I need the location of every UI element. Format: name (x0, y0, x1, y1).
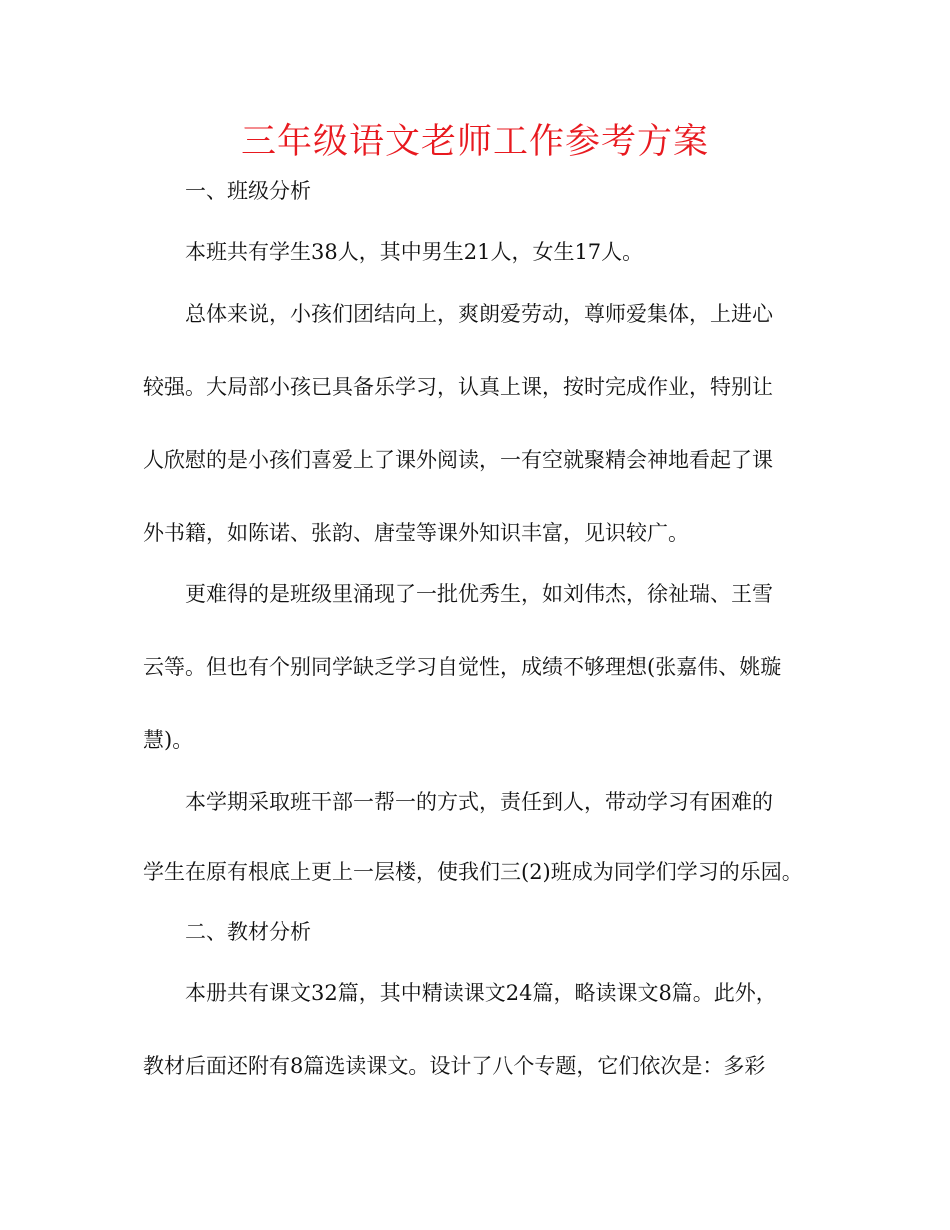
paragraph-line: 本册共有课文32篇，其中精读课文24篇，略读课文8篇。此外， (185, 981, 777, 1005)
paragraph-line: 更难得的是班级里涌现了一批优秀生，如刘伟杰，徐祉瑞、王雪 (185, 582, 773, 606)
section-heading-textbook-analysis: 二、教材分析 (185, 920, 311, 944)
paragraph-line: 教材后面还附有8篇选读课文。设计了八个专题，它们依次是：多彩 (143, 1054, 766, 1078)
paragraph-line: 本班共有学生38人，其中男生21人，女生17人。 (185, 240, 644, 264)
paragraph-line: 学生在原有根底上更上一层楼，使我们三(2)班成为同学们学习的乐园。 (143, 860, 803, 884)
section-heading-class-analysis: 一、班级分析 (185, 179, 311, 203)
paragraph-line: 较强。大局部小孩已具备乐学习，认真上课，按时完成作业，特别让 (143, 375, 773, 399)
paragraph-line: 人欣慰的是小孩们喜爱上了课外阅读，一有空就聚精会神地看起了课 (143, 448, 773, 472)
paragraph-line: 总体来说，小孩们团结向上，爽朗爱劳动，尊师爱集体，上进心 (185, 302, 773, 326)
document-title: 三年级语文老师工作参考方案 (240, 122, 709, 162)
paragraph-line: 慧)。 (143, 728, 194, 752)
paragraph-line: 本学期采取班干部一帮一的方式，责任到人，带动学习有困难的 (185, 790, 773, 814)
paragraph-line: 外书籍，如陈诺、张韵、唐莹等课外知识丰富，见识较广。 (143, 521, 689, 545)
paragraph-line: 云等。但也有个别同学缺乏学习自觉性，成绩不够理想(张嘉伟、姚璇 (143, 655, 782, 679)
